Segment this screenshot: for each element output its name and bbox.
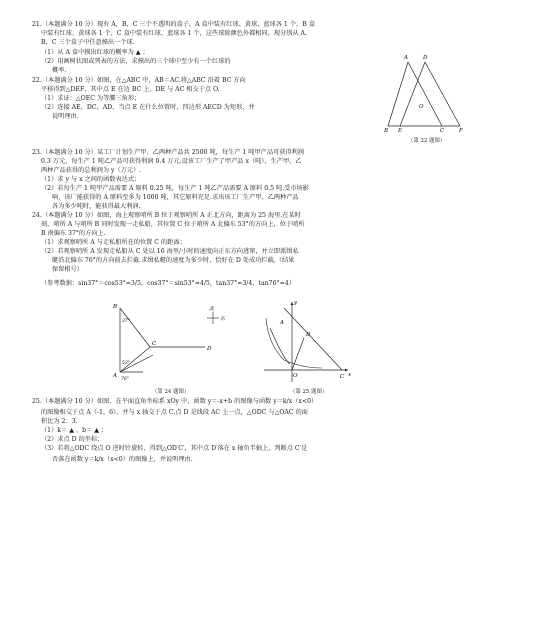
q21-line-3: B，C 三个盒子中任意摸出一个球. xyxy=(41,39,135,46)
q21-line-5: （2）用画树状图或列表的方法，求摸出的三个球中至少有一个红球的 xyxy=(41,58,231,65)
fig24-north-label: 北 xyxy=(209,306,215,312)
fig22-label-b: B xyxy=(384,128,389,134)
q23-line-5: （2）若每生产 1 吨甲产品需要 A 原料 0.25 吨，每生产 1 吨乙产品需要 A 原料 0.5 吨.受市场影 xyxy=(41,185,309,192)
figure-24-caption: （第 24 题图） xyxy=(152,389,190,395)
q24-line-4: （1）求观察哨所 A 与走私船所在的位置 C 的距离； xyxy=(41,239,186,246)
q24-line-1: 24.（本题满分 10 分）如图，海上观察哨所 B 位于观察哨所 A 正北方向，距离为 25 海里.在某时 xyxy=(32,212,301,219)
q23-line-1: 23.（本题满分 10 分）某工厂计划生产甲、乙两种产品共 2500 吨，每生产 1 吨甲产品可获得利润 xyxy=(32,149,304,156)
q24-line-2: 刻，哨所 A 与哨所 B 同时发现一走私船，其位置 C 位于哨所 A 北偏东 53°的方向上，位于哨所 xyxy=(41,221,305,228)
q23-line-3: 两种产品获得的总利润为 y（万元）. xyxy=(41,167,142,174)
q21-line-4: （1）从 A 盒中摸出红球的概率为 ▲ ； xyxy=(41,49,149,56)
fig22-label-a: A xyxy=(404,55,408,61)
fig24-label-a: A xyxy=(113,373,117,379)
fig22-label-e: E xyxy=(398,128,403,134)
q23-line-6: 响，该厂能获得的 A 原料至多为 1000 吨，其它原料充足.求出该工厂生产甲、乙两种产品 xyxy=(52,194,299,201)
q25-line-1: 25.（本题满分 10 分）如图，在平面直角坐标系 xOy 中，函数 y＝-x+b 的图像与函数 y＝k/x（x<0） xyxy=(32,398,318,405)
fig25-label-x: x xyxy=(348,372,352,378)
q22-line-1: 22.（本题满分 10 分）如图，在△ABC 中，AB＝AC.将△ABC 沿着 BC 方向 xyxy=(32,77,246,84)
q22-line-3: （1）求证：△OEC 为等腰三角形； xyxy=(41,95,141,102)
q21-line-6: 概率. xyxy=(52,67,67,74)
fig24-angle-53: 53° xyxy=(122,361,130,366)
fig22-label-o: O xyxy=(419,104,424,110)
fig22-label-c: C xyxy=(440,128,445,134)
fig25-label-d: D xyxy=(306,332,311,338)
q24-reference-data: （参考数据：sin37°＝cos53°≈3/5，cos37°＝sin53°≈4/5，tan37°≈3/4，tan76°≈4） xyxy=(41,280,295,287)
fig24-east-label: 东 xyxy=(220,316,226,322)
q25-line-7: 否落在函数 y＝k/x（x<0）的图像上，并说明理由. xyxy=(52,456,193,463)
figure-22-caption: （第 22 题图） xyxy=(408,138,446,144)
fig24-angle-76: 76° xyxy=(121,377,129,382)
fig24-label-d: D xyxy=(207,346,212,352)
q25-line-3: 积比为 2：3. xyxy=(41,418,78,425)
fig25-label-a: A xyxy=(280,320,284,326)
fig25-label-o: O xyxy=(293,373,298,379)
fig25-label-c: C xyxy=(340,374,345,380)
fig24-label-c: C xyxy=(152,341,157,347)
fig22-label-f: F xyxy=(459,128,463,134)
q24-line-7: 保留根号） xyxy=(52,266,83,273)
q25-line-5: （2）求点 D 的坐标； xyxy=(41,436,104,443)
q24-line-5: （2）若观察哨所 A 发现走私船从 C 处以 16 海里/小时的速度向正东方向逃窜，并立即派缉私 xyxy=(41,248,299,255)
q23-line-4: （1）求 y 与 x 之间的函数表达式； xyxy=(41,176,141,183)
fig22-label-d: D xyxy=(423,55,428,61)
q24-line-6: 艇沿北偏东 76°的方向前去拦截.求缉私艇的速度为多少时，恰好在 D 处成功拦截.（结果 xyxy=(52,257,295,264)
q23-line-7: 各为多少吨时，能获得最大利润. xyxy=(52,203,141,210)
q25-line-2: 的图像相交于点 A（-1，6），并与 x 轴交于点 C.点 D 是线段 AC 上一点，△ODC 与△OAC 的面 xyxy=(41,409,308,416)
q24-line-3: B 南偏东 37°的方向上. xyxy=(41,230,106,237)
q25-line-4: （1）k＝ ▲ ，b＝ ▲ ； xyxy=(41,427,108,434)
fig24-angle-37: 37° xyxy=(122,319,130,324)
q21-line-2: 中装有红球、黄球各 1 个，C 盒中装有红球、蓝球各 1 个，这些球除颜色外都相同。现分别从 A， xyxy=(41,30,312,37)
q22-line-5: 说明理由. xyxy=(52,113,79,120)
q25-line-6: （3）若将△ODC 绕点 O 逆时针旋转，得到△OD′C′，其中点 D′落在 x 轴负半轴上，判断点 C′是 xyxy=(41,445,308,452)
q22-line-2: 平移得到△DEF，其中点 E 在边 BC 上，DE 与 AC 相交于点 O. xyxy=(41,86,220,93)
q21-line-1: 21.（本题满分 10 分）现有 A，B，C 三个不透明的盒子，A 盒中装有红球、黄球、蓝球各 1 个，B 盒 xyxy=(32,21,315,28)
figure-24-lookout-posts xyxy=(105,300,225,386)
fig25-label-y: y xyxy=(294,300,298,306)
figure-25-caption: （第 25 题图） xyxy=(290,389,328,395)
q23-line-2: 0.3 万元，每生产 1 吨乙产品可获得利润 0.4 万元.设该工厂生产了甲产品 x（吨），生产甲、乙 xyxy=(41,158,302,165)
figure-22-triangles xyxy=(380,52,490,134)
q22-line-4: （2）连接 AE，DC，AD，当点 E 在什么位置时，四边形 AECD 为矩形，并 xyxy=(41,104,255,111)
fig24-label-b: B xyxy=(113,304,118,310)
figure-25-coordinate-plane xyxy=(262,298,362,388)
